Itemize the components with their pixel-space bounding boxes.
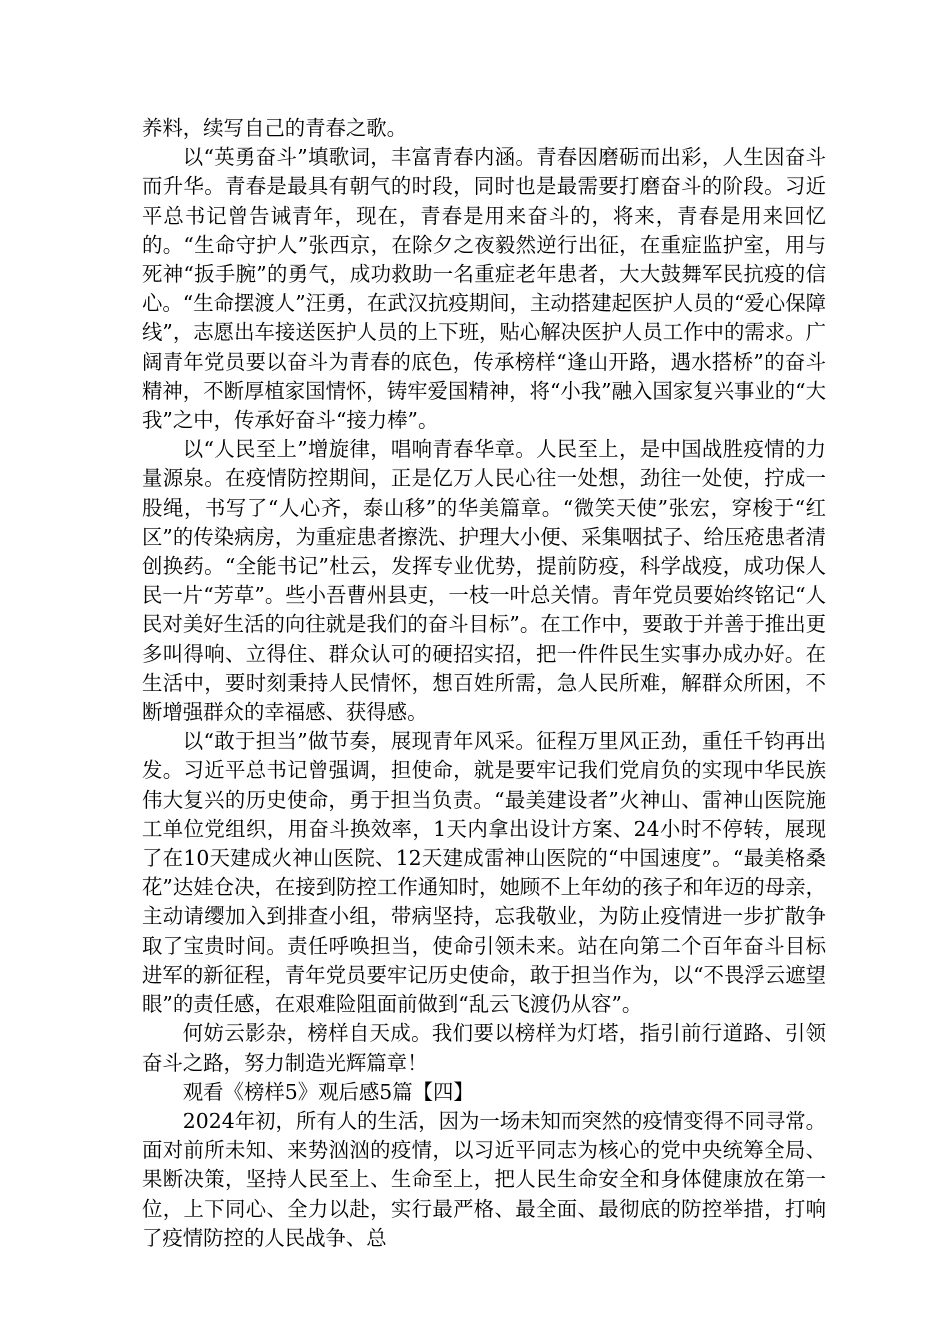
paragraph-2024-intro: 2024年初，所有人的生活，因为一场未知而突然的疫情变得不同寻常。面对前所未知、来势汹汹的疫情，以习近平同志为核心的党中央统筹全局、果断决策，坚持人民至上、生命至上，把人民生命安全和身体健康放在第一位，上下同心、全力以赴，实行最严格、最全面、最彻底的防控举措，打响了疫情防控的人民战争、总: [142, 1108, 827, 1250]
paragraph-people-first: 以“人民至上”增旋律，唱响青春华章。人民至上，是中国战胜疫情的力量源泉。在疫情防控期间，正是亿万人民心往一处想，劲往一处使，拧成一股绳，书写了“人心齐，泰山移”的华美篇章。“微笑天使”张宏，穿梭于“红区”的传染病房，为重症患者擦洗、护理大小便、采集咽拭子、给压疮患者清创换药。“全能书记”杜云，发挥专业优势，提前防疫，科学战疫，成功保人民一片“芳草”。些小吾曹州县吏，一枝一叶总关情。青年党员要始终铭记“人民对美好生活的向往就是我们的奋斗目标”。在工作中，要敢于并善于推出更多叫得响、立得住、群众认可的硬招实招，把一件件民生实事办成办好。在生活中，要时刻秉持人民情怀，想百姓所需，急人民所难，解群众所困，不断增强群众的幸福感、获得感。: [142, 437, 826, 725]
paragraph-taking-responsibility: 以“敢于担当”做节奏，展现青年风采。征程万里风正劲，重任千钧再出发。习近平总书记曾强调，担使命，就是要牢记我们党肩负的实现中华民族伟大复兴的历史使命，勇于担当负责。“最美建设者”火神山、雷神山医院施工单位党组织，用奋斗换效率，1天内拿出设计方案、24小时不停转，展现了在10天建成火神山医院、12天建成雷神山医院的“中国速度”。“最美格桑花”达娃仓决，在接到防控工作通知时，她顾不上年幼的孩子和年迈的母亲，主动请缨加入到排查小组，带病坚持，忘我敬业，为防止疫情进一步扩散争取了宝贵时间。责任呼唤担当，使命引领未来。站在向第二个百年奋斗目标进军的新征程，青年党员要牢记历史使命，敢于担当作为，以“不畏浮云遮望眼”的责任感，在艰难险阻面前做到“乱云飞渡仍从容”。: [142, 729, 826, 1017]
paragraph-conclusion: 何妨云影杂，榜样自天成。我们要以榜样为灯塔，指引前行道路、引领奋斗之路，努力制造光辉篇章！: [142, 1021, 826, 1075]
section-heading: 观看《榜样5》观后感5篇【四】: [182, 1079, 474, 1104]
paragraph-continuation: 养料，续写自己的青春之歌。: [142, 116, 408, 140]
paragraph-heroic-struggle: 以“英勇奋斗”填歌词，丰富青春内涵。青春因磨砺而出彩，人生因奋斗而升华。青春是最具有朝气的时段，同时也是最需要打磨奋斗的阶段。习近平总书记曾告诫青年，现在，青春是用来奋斗的，将来，青春是用来回忆的。“生命守护人”张西京，在除夕之夜毅然逆行出征，在重症监护室，用与死神“扳手腕”的勇气，成功救助一名重症老年患者，大大鼓舞军民抗疫的信心。“生命摆渡人”汪勇，在武汉抗疫期间，主动搭建起医护人员的“爱心保障线”，志愿出车接送医护人员的上下班，贴心解决医护人员工作中的需求。广阔青年党员要以奋斗为青春的底色，传承榜样“逢山开路，遇水搭桥”的奋斗精神，不断厚植家国情怀，铸牢爱国精神，将“小我”融入国家复兴事业的“大我”之中，传承好奋斗“接力棒”。: [142, 145, 826, 433]
